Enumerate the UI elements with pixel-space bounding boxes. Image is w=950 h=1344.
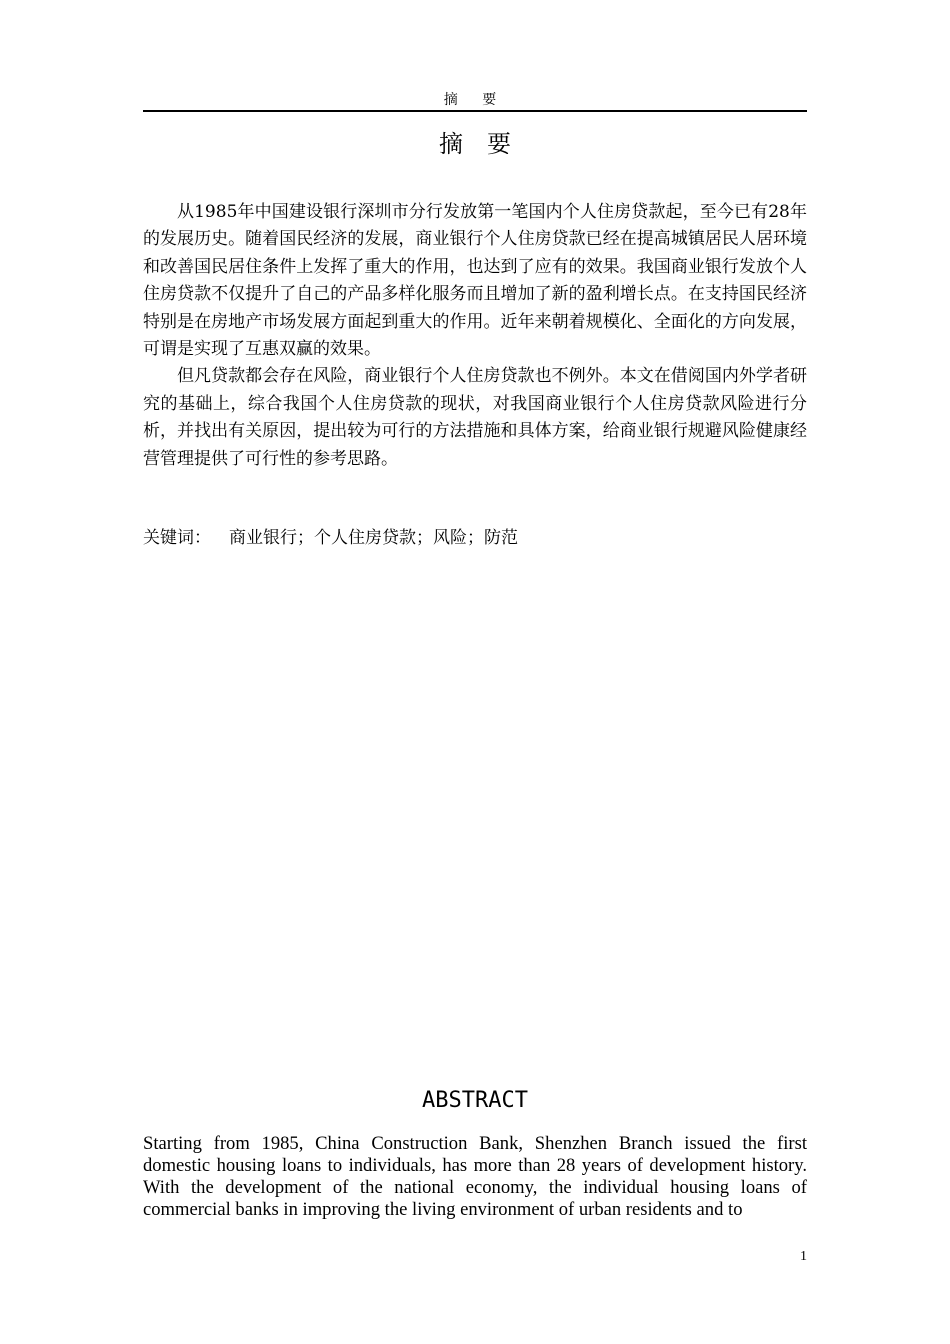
abstract-en-paragraph: Starting from 1985, China Construction Bank, Shenzhen Branch issued the first domestic housing loans to individuals, has more than 28 years of development history. With the development of the national economy, the individual housing loans of commercial banks in improving the living environment of urban residents and to <box>143 1133 807 1220</box>
abstract-en-title: ABSTRACT <box>422 1088 528 1113</box>
keywords-line <box>143 524 807 552</box>
abstract-en-body <box>143 1133 807 1223</box>
page-number: 1 <box>800 1249 807 1264</box>
keywords-text: 商业银行；个人住房贷款；风险；防范 <box>229 528 518 548</box>
keywords-label: 关键词： <box>143 528 211 548</box>
header-rule <box>143 110 807 112</box>
abstract-cn-title: 摘要 <box>439 130 535 158</box>
running-header: 摘 要 <box>443 92 507 108</box>
abstract-cn-body <box>143 199 807 473</box>
abstract-cn-paragraph-1: 从1985年中国建设银行深圳市分行发放第一笔国内个人住房贷款起，至今已有28年的发展历史。随着国民经济的发展，商业银行个人住房贷款已经在提高城镇居民人居环境和改善国民居住条件上发挥了重大的作用，也达到了应有的效果。我国商业银行发放个人住房贷款不仅提升了自己的产品多样化服务而且增加了新的盈利增长点。在支持国民经济特别是在房地产市场发展方面起到重大的作用。近年来朝着规模化、全面化的方向发展，可谓是实现了互惠双赢的效果。 <box>143 202 807 360</box>
abstract-cn-paragraph-2: 但凡贷款都会存在风险，商业银行个人住房贷款也不例外。本文在借阅国内外学者研究的基础上，综合我国个人住房贷款的现状，对我国商业银行个人住房贷款风险进行分析，并找出有关原因，提出较为可行的方法措施和具体方案，给商业银行规避风险健康经营管理提供了可行性的参考思路。 <box>143 366 807 469</box>
